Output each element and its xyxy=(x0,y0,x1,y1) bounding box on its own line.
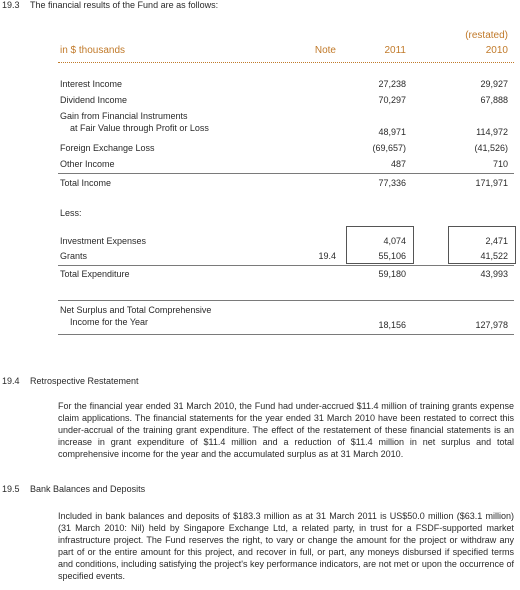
value-2010: 2,471 xyxy=(485,236,508,246)
row-label: Dividend Income xyxy=(60,95,128,105)
table-bottom-divider xyxy=(58,334,514,335)
value-2010: 43,993 xyxy=(480,269,508,279)
section-number: 19.3 xyxy=(2,0,20,10)
value-2010: 114,972 xyxy=(476,127,508,137)
note-header: Note xyxy=(314,45,336,56)
value-2011: 59,180 xyxy=(378,269,406,279)
subtotal-divider xyxy=(58,265,514,266)
restated-label: (restated) xyxy=(465,30,508,41)
section-title: Bank Balances and Deposits xyxy=(30,484,146,494)
restatement-paragraph: For the financial year ended 31 March 2010, the Fund had under-accrued $11.4 million of training grants expense claim applications. The financial statements for the year ended 31 March 2010 have been restated to correct this under-accrual of the training grant expenditure. The effect of the restatement of these financial statements is an increase in grant expenditure of $11.4 million and a reduction of $11.4 million in net surplus and total comprehensive income for the year and the accumulated surplus as at 31 March 2010. xyxy=(58,401,514,459)
section-number: 19.4 xyxy=(2,376,20,386)
value-2010: 41,522 xyxy=(480,251,508,261)
value-2010: 127,978 xyxy=(475,320,508,330)
unit-header: in $ thousands xyxy=(60,45,126,56)
value-2011: 18,156 xyxy=(378,320,406,330)
row-label: Gain from Financial Instruments xyxy=(60,111,188,121)
row-label-continued: at Fair Value through Profit or Loss xyxy=(70,123,209,133)
year-2010-header: 2010 xyxy=(485,45,508,56)
value-2011: 70,297 xyxy=(378,95,406,105)
row-label: Less: xyxy=(60,208,82,218)
value-2011: 4,074 xyxy=(383,236,406,246)
value-2011: (69,657) xyxy=(372,143,406,153)
section-title: Retrospective Restatement xyxy=(30,376,139,386)
row-label: Interest Income xyxy=(60,79,123,89)
section-19-5-heading xyxy=(2,484,145,494)
row-label: Investment Expenses xyxy=(60,236,147,246)
value-2011: 27,238 xyxy=(378,79,406,89)
row-label: Total Income xyxy=(60,178,112,188)
row-label-continued: Income for the Year xyxy=(70,317,149,327)
value-2010: 710 xyxy=(492,159,508,169)
row-label: Net Surplus and Total Comprehensive xyxy=(60,305,212,315)
financial-results-table xyxy=(58,0,514,360)
section-title: The financial results of the Fund are as follows: xyxy=(30,0,219,10)
section-19-4-heading xyxy=(2,376,139,386)
header-divider xyxy=(58,62,514,63)
subtotal-divider xyxy=(58,300,514,301)
year-2011-header: 2011 xyxy=(384,45,406,56)
section-number: 19.5 xyxy=(2,484,20,494)
row-label: Grants xyxy=(60,251,88,261)
row-label: Other Income xyxy=(60,159,115,169)
row-label: Foreign Exchange Loss xyxy=(60,143,155,153)
note-ref: 19.4 xyxy=(318,251,336,261)
value-2010: 67,888 xyxy=(480,95,508,105)
value-2010: 29,927 xyxy=(480,79,508,89)
subtotal-divider xyxy=(58,173,514,174)
value-2010: (41,526) xyxy=(474,143,508,153)
row-label: Total Expenditure xyxy=(60,269,130,279)
value-2011: 77,336 xyxy=(378,178,406,188)
value-2011: 487 xyxy=(390,159,406,169)
value-2010: 171,971 xyxy=(475,178,508,188)
value-2011: 48,971 xyxy=(378,127,406,137)
bank-balances-paragraph: Included in bank balances and deposits of $183.3 million as at 31 March 2011 is US$50.0 million ($63.1 million) (31 March 2010: Nil) held by Singapore Exchange Ltd, a related party, in trust for a FSDF-supported market infrastructure project. The Fund reserves the right, to vary or change the amount for the project or withdraw any part of or the entire amount for this project, and recover in full, or part, any moneys disbursed if specified terms and conditions, including satisfying the project's key performance indicators, are not met or upon the occurrence of specified events. xyxy=(58,511,514,581)
value-2011: 55,106 xyxy=(378,251,406,261)
